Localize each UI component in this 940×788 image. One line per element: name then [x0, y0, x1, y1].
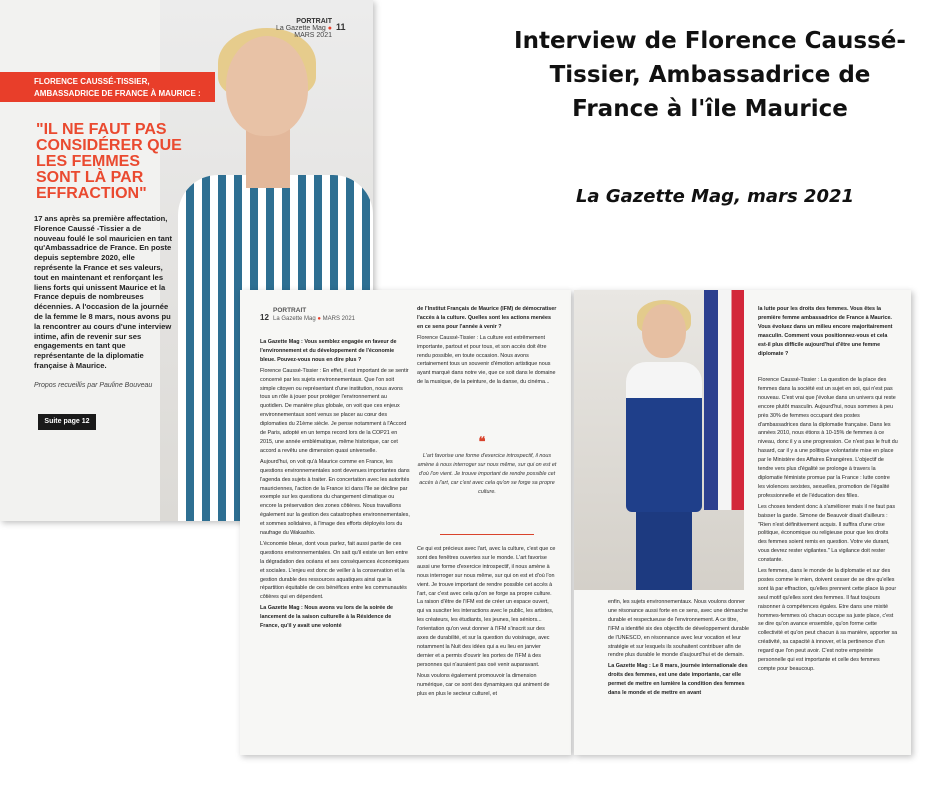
ambassador-photo: [574, 290, 744, 590]
lead-paragraph: 17 ans après sa première affectation, Florence Caussé -Tissier a de nouveau foulé le sol mauricien en tant qu'Ambassadrice de France. En poste depuis septembre 2020, elle représente la France et ses valeurs, tout en maintenant et renforçant les liens forts qui unissent Maurice et la France depuis de nombreuses décennies. A l'occasion de la journée de la femme le 8 mars, nous avons pu la rencontrer au cours d'une interview intime, afin de revenir sur ses engagements en tant que représentante de la diplomatie française à Maurice.: [34, 214, 172, 370]
source-caption: La Gazette Mag, mars 2021: [575, 186, 855, 207]
dot-icon: ●: [317, 316, 321, 322]
blouse-shape: [626, 362, 702, 512]
text-column-right: [758, 376, 898, 676]
pull-quote: L'art favorise une forme d'exercice introspectif, il nous amène à nous interroger sur nous même, sur qui on est et d'où l'on vient. Je trouve important de rendre possible cet accès à l'art, car c'est avec cela qu'on se forge sa propre culture.: [417, 453, 557, 495]
issue-date: MARS 2021: [294, 32, 332, 39]
text-column-right-top: [417, 305, 557, 389]
continued-label: Suite page 12: [38, 414, 96, 430]
question-paragraph: La Gazette Mag : Vous semblez engagée en faveur de l'environnement et du développement de l'économie bleue. Pouvez-vous nous en dire plus ?: [260, 339, 397, 363]
page-number: 11: [336, 22, 346, 32]
trousers-shape: [636, 505, 692, 590]
answer-paragraph: L'économie bleue, dont vous parlez, fait aussi partie de ces questions environnementales. On sait qu'il existe un lien entre la dégradation des océans et ses conséquences économiques et sociales. L'enjeu est donc de veiller à la conservation et la gestion durable des ressources aquatiques ainsi que la répartition équitable de ces bénéfices entre les communautés côtières qui en dépendent.: [260, 540, 409, 601]
question-block: [758, 305, 898, 360]
page-header: [270, 18, 332, 39]
magazine-page-13: [574, 290, 911, 755]
article-headline: Interview de Florence Caussé-Tissier, Ambassadrice de France à l'île Maurice: [514, 28, 906, 122]
neck-shape: [246, 128, 290, 188]
magazine-name: La Gazette Mag: [273, 316, 316, 322]
text-column-left: [260, 338, 410, 633]
page-number: 12: [260, 313, 269, 322]
page-header: [273, 307, 355, 323]
question-paragraph: la lutte pour les droits des femmes. Vous êtes la première femme ambassadrice de France à Maurice. Vous évoluez dans un milieu encore majoritairement masculin. Comment vous positionnez-vous et cela est-il plus difficile aujourd'hui d'être une femme diplomate ?: [758, 306, 893, 357]
issue-date: MARS 2021: [322, 316, 356, 322]
name-band: FLORENCE CAUSSÉ-TISSIER, AMBASSADRICE DE FRANCE À MAURICE :: [0, 72, 215, 102]
author-credit: Propos recueillis par Pauline Bouveau: [34, 382, 153, 389]
question-paragraph: La Gazette Mag : Nous avons vu lors de la soirée de lancement de la saison culturelle à la Résidence de France, qu'il y avait une volonté: [260, 605, 394, 630]
face-shape: [642, 304, 686, 358]
question-paragraph: de l'Institut Français de Maurice (IFM) de démocratiser l'accès à la culture. Quelles sont les actions menées en ce sens pour l'année à venir ?: [417, 306, 557, 330]
answer-paragraph: Les choses tendent donc à s'améliorer mais il ne faut pas baisser la garde. Simone de Beauvoir disait d'ailleurs : "Rien n'est définitivement acquis. Il suffira d'une crise politique, économique ou religieuse pour que les droits des femmes soient remis en question. Votre vie durant, vous devrez rester vigilantes." La vigilance doit rester constante.: [758, 503, 896, 564]
section-label: PORTRAIT: [296, 18, 332, 25]
section-label: PORTRAIT: [273, 307, 307, 314]
headline-quote: "IL NE FAUT PAS CONSIDÉRER QUE LES FEMMES SONT LÀ PAR EFFRACTION": [36, 121, 182, 202]
answer-paragraph: Nous voulons également promouvoir la dimension numérique, car ce sont des dynamiques qui animent de plus en plus le secteur culturel, et: [417, 672, 550, 697]
answer-paragraph: Florence Caussé-Tissier : La culture est extrêmement importante, partout et pour tous, et son accès doit être rendu possible, en toute occasion. Nous avons certainement tous un souvenir d'émotion artistique nous ayant marqué dans notre vie, que ce soit dans le domaine de la musique, de la peinture, de la danse, du cinéma...: [417, 334, 556, 386]
quote-mark-icon: ❝: [478, 434, 486, 449]
answer-paragraph: Les femmes, dans le monde de la diplomatie et sur des postes comme le mien, doivent cesser de se dire qu'elles sont là par effraction, qu'elles prennent cette place là pour seul motif qu'elles sont des femmes. Il faut toujours raisonner à compétences égales. Etre dans une mixité hommes-femmes où chacun occupe sa juste place, c'est se dire qu'on avance ensemble, qu'on forme cette collectivité et qu'on peut chacun à sa manière, apporter sa créativité, sa capacité à innover, et la pertinence d'un regard que l'on peut avoir. C'est notre empreinte personnelle qui est importante et celle des femmes compte pour beaucoup.: [758, 568, 898, 672]
magazine-name: La Gazette Mag: [276, 25, 326, 32]
face-shape: [226, 36, 308, 136]
answer-paragraph: enfin, les sujets environnementaux. Nous voulons donner une résonance aussi forte en ce sens, avec une démarche durable et respectueuse de l'environnement. A ce titre, l'IFM a identifié six des objectifs de développement durable de l'UNESCO, en résonnance avec leur vocation et leur stratégie et sur lesquels ils souhaitent contribuer afin de rendre plus durable le monde d'aujourd'hui et de demain.: [608, 599, 749, 659]
answer-paragraph: Ce qui est précieux avec l'art, avec la culture, c'est que ce sont des fenêtres ouvertes sur le monde. L'art favorise aussi une forme d'exercice introspectif, il nous amène à nous interroger sur nous même, sur qui on est et d'où l'on vient. Je trouve important de rendre possible cet accès à l'art, car c'est avec cela qu'on se forge sa propre culture. La raison d'être de l'IFM est de créer un espace ouvert, qui va susciter les interactions avec le public, les artistes, les créateurs, les étudiants, les jeunes, les séniors... l'orientation qu'on veut donner à l'IFM s'inscrit sur des axes de durabilité, et sur la question du voisinage, avec notamment la Nuit des idées qui a eu lieu en janvier dernier et a permis d'ouvrir les portes de l'IFM à des personnes qui n'auraient pas osé venir auparavant.: [417, 546, 556, 668]
answer-paragraph: Florence Caussé-Tissier : En effet, il est important de se sentir concerné par les sujets environnementaux. Que l'on soit simple citoyen ou représentant d'une institution, nous avons tous un rôle à jouer pour protéger l'environnement au quotidien. De manière plus globale, on voit que ces enjeux environnementaux sont venus se placer au cœur des diplomaties du 21ème siècle. Je pense notamment à l'Accord de Paris, adopté en un temps record lors de la COP21 en 2015, une année emblématique, même historique, car cet accord a revêtu une dimension quasi universelle.: [260, 367, 409, 454]
answer-paragraph: Florence Caussé-Tissier : La question de la place des femmes dans la société est un sujet en soi, qui n'est pas nouveau. C'est vrai que j'évolue dans un univers qui reste encore plutôt masculin. Aujourd'hui, nous sommes à peu près 30% de femmes occupant des postes d'ambassadrices dans la diplomatie française. Dans les années 2010, nous étions à 10-15% de femmes à ce niveau, donc il y a une progression. Ce n'est pas le fruit du hasard, car il y a une politique volontariste mise en place par le Ministère des Affaires Étrangères. L'objectif de tendre vers plus d'égalité se prolonge à travers la diplomatie féministe promue par la France : lutte contre les violences sexistes, sexuelles, promotion de l'égalité professionnelle et de l'éducation des filles.: [758, 377, 898, 499]
text-column-right-bottom: [417, 545, 557, 700]
answer-paragraph: Aujourd'hui, on voit qu'à Maurice comme en France, les questions environnementales sont devenues importantes dans l'agenda des sujets à traiter. En concertation avec les autorités mauriciennes, l'action de la France ici dans l'île se décline par exemple sur les questions du changement climatique ou encore la préservation des zones côtières. Nous travaillons également sur la gestion des catastrophes environnementales, et sommes solidaires, à l'image des efforts déployés lors du naufrage du Wakashio.: [260, 458, 410, 537]
magazine-page-12: [240, 290, 571, 755]
text-column-left: [608, 598, 750, 700]
french-flag: [704, 290, 744, 510]
dot-icon: ●: [327, 25, 332, 32]
pull-quote-divider: [440, 534, 534, 535]
question-paragraph: La Gazette Mag : Le 8 mars, journée internationale des droits des femmes, est une date importante, car elle permet de mettre en lumière la condition des femmes dans le monde et de mettre en avant: [608, 663, 748, 697]
